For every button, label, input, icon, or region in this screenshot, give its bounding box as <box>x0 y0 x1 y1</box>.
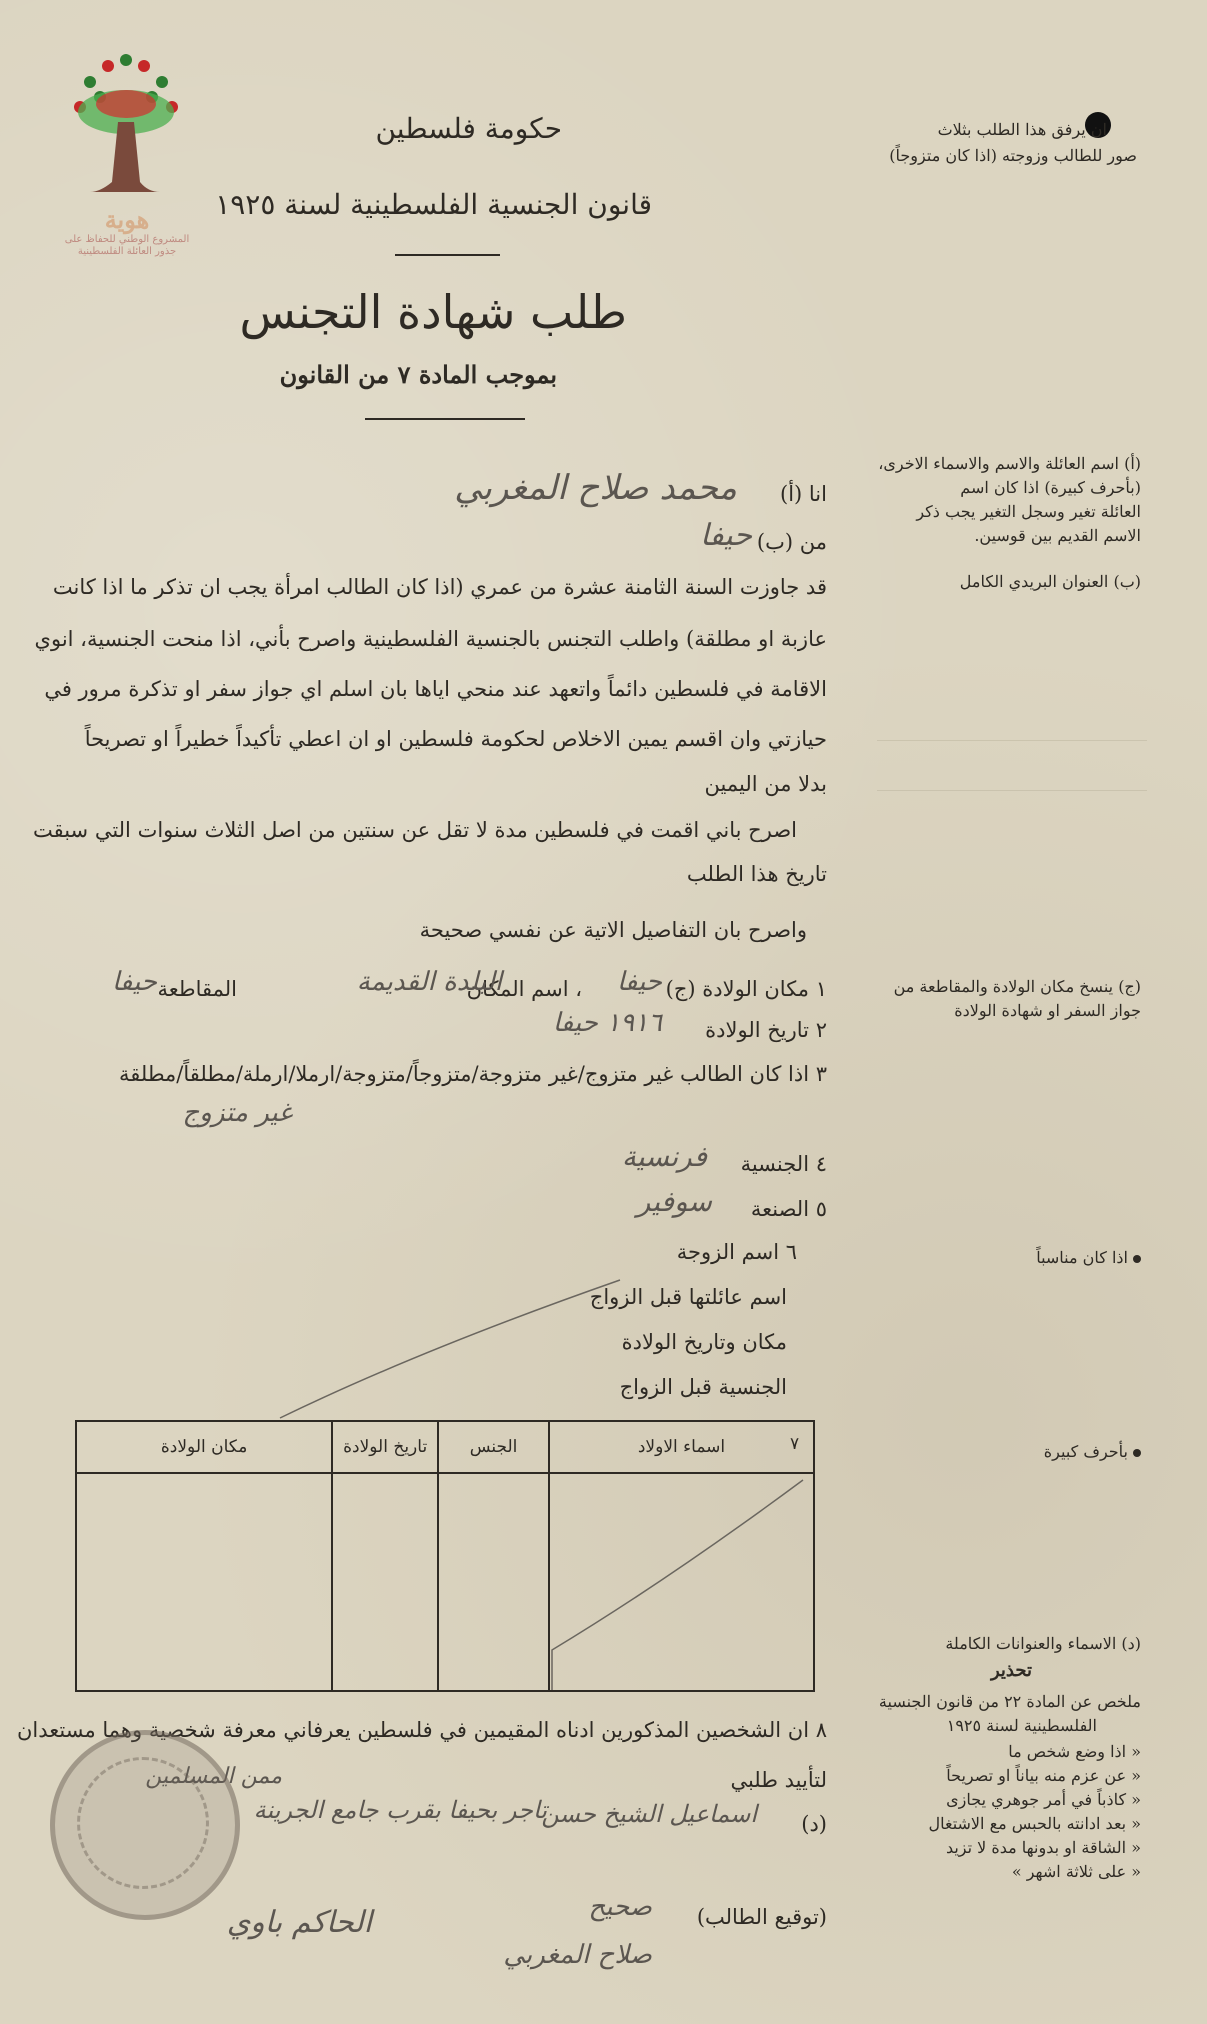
heading-divider-1 <box>395 254 500 256</box>
bullet-icon <box>1133 1449 1141 1457</box>
signature-1: صحيح <box>588 1892 652 1922</box>
residence-1: اصرح باني اقمت في فلسطين مدة لا تقل عن سنتين من اصل الثلاث سنوات التي سبقت <box>32 818 797 842</box>
photo-note-2: صور للطالب وزوجته (اذا كان متزوجاً) <box>889 146 1137 165</box>
side-rule-1 <box>877 740 1147 741</box>
table-cancel-stroke <box>548 1470 808 1692</box>
logo-caption <box>62 205 192 258</box>
warning-line-7: « الشاقة او بدونها مدة لا تزيد <box>945 1838 1141 1857</box>
item1-label: ١ مكان الولادة (ج) <box>665 977 827 1001</box>
item6-cancel-stroke <box>270 1270 630 1420</box>
side-rule-2 <box>877 790 1147 791</box>
item8-line-1: ٨ ان الشخصين المذكورين ادناه المقيمين في فلسطين يعرفاني معرفة شخصية وهما مستعدان <box>16 1718 827 1742</box>
declaration-4: حيازتي وان اقسم يمين الاخلاص لحكومة فلسطين او ان اعطي تأكيداً خطيراً او تصريحاً <box>84 727 827 751</box>
item8-d: (د) <box>801 1812 827 1836</box>
note-a-1: (أ) اسم العائلة والاسم والاسماء الاخرى، <box>878 454 1141 473</box>
note-capitals-text: بأحرف كبيرة <box>1043 1442 1128 1461</box>
declaration-1: قد جاوزت السنة الثامنة عشرة من عمري (اذا كان الطالب امرأة يجب ان تذكر ما اذا كانت <box>52 575 827 599</box>
warning-title: تحذير <box>990 1660 1032 1681</box>
cell-sex <box>438 1473 549 1691</box>
warning-line-2: الفلسطينية لسنة ١٩٢٥ <box>946 1716 1097 1735</box>
col-sex: الجنس <box>438 1421 549 1473</box>
item1-region-label: المقاطعة <box>157 977 237 1001</box>
item1-place: حيفا <box>617 967 662 997</box>
warning-line-3: « اذا وضع شخص ما <box>1008 1742 1141 1761</box>
line-b-value: حيفا <box>700 518 752 553</box>
photo-note-1: ان يرفق هذا الطلب بثلاث <box>937 120 1107 139</box>
item3-value: غير متزوج <box>182 1098 292 1128</box>
item4-label: ٤ الجنسية <box>740 1152 827 1176</box>
item1-region-value: حيفا <box>112 967 157 997</box>
form-title: طلب شهادة التجنس <box>239 285 627 339</box>
signature-3: الحاكم باوي <box>226 1905 372 1940</box>
note-b: (ب) العنوان البريدي الكامل <box>959 572 1141 591</box>
residence-2: تاريخ هذا الطلب <box>686 862 827 886</box>
item6-line-3: الجنسية قبل الزواج <box>619 1375 787 1399</box>
official-seal <box>50 1730 240 1920</box>
note-c-2: جواز السفر او شهادة الولادة <box>954 1001 1141 1020</box>
note-a-4: الاسم القديم بين قوسين. <box>974 526 1141 545</box>
note-capitals <box>1044 1440 1141 1464</box>
item2-label: ٢ تاريخ الولادة <box>705 1018 827 1042</box>
line-a-value: محمد صلاح المغربي <box>454 468 737 508</box>
item1-district-label: ، اسم المكان <box>466 977 582 1001</box>
line-b-label: من (ب) <box>756 530 827 554</box>
warning-line-4: « عن عزم منه بياناً او تصريحاً <box>946 1766 1141 1785</box>
warning-line-8: « على ثلاثة اشهر » <box>1011 1862 1141 1881</box>
signature-label: (توقيع الطالب) <box>696 1905 827 1929</box>
note-if-applicable <box>1036 1246 1141 1270</box>
item1-district-value: البلدة القديمة <box>356 967 502 997</box>
logo-description-2: جذور العائلة الفلسطينية <box>77 246 177 257</box>
item2-value: ١٩١٦ حيفا <box>552 1008 662 1038</box>
note-a-2: (بأحرف كبيرة) اذا كان اسم <box>960 478 1141 497</box>
declaration-3: الاقامة في فلسطين دائماً واتعهد عند منحي اياها بان اسلم اي جواز سفر او تذكرة مرور في <box>44 677 827 701</box>
note-if-applicable-text: اذا كان مناسباً <box>1036 1248 1128 1267</box>
logo-name: هوية <box>104 205 150 234</box>
note-a-3: العائلة تغير وسجل التغير يجب ذكر <box>916 502 1141 521</box>
note-c-1: (ج) ينسخ مكان الولادة والمقاطعة من <box>893 977 1141 996</box>
item3-label: ٣ اذا كان الطالب غير متزوج/غير متزوجة/متزوجاً/متزوجة/ارملا/ارملة/مطلقاً/مطلقة <box>118 1062 827 1086</box>
correct-details: واصرح بان التفاصيل الاتية عن نفسي صحيحة <box>419 918 807 942</box>
item5-value: سوفير <box>636 1185 712 1218</box>
item6-line-2: مكان وتاريخ الولادة <box>621 1330 787 1354</box>
col-birth-date: تاريخ الولادة <box>332 1421 438 1473</box>
item8-line-2: لتأييد طلبي <box>730 1768 827 1792</box>
line-a-label: انا (أ) <box>780 482 827 506</box>
referee-3: ممن المسلمين <box>145 1764 282 1789</box>
note-d: (د) الاسماء والعنوانات الكاملة <box>945 1634 1141 1653</box>
referee-1: اسماعيل الشيخ حسن <box>541 1800 757 1828</box>
col-children-names: اسماء الاولاد <box>549 1421 814 1473</box>
warning-line-1: ملخص عن المادة ٢٢ من قانون الجنسية <box>878 1692 1141 1711</box>
logo-description-1: المشروع الوطني للحفاظ على <box>64 234 190 245</box>
item7-number: ٧ <box>790 1434 800 1454</box>
referee-2: تاجر بحيفا بقرب جامع الجرينة <box>253 1796 547 1824</box>
item6-label: ٦ اسم الزوجة <box>676 1240 797 1264</box>
item6-line-1: اسم عائلتها قبل الزواج <box>589 1285 787 1309</box>
item4-value: فرنسية <box>621 1140 707 1173</box>
declaration-5: بدلا من اليمين <box>704 772 827 796</box>
warning-line-6: « بعد ادانته بالحبس مع الاشتغال <box>928 1814 1141 1833</box>
law-heading: قانون الجنسية الفلسطينية لسنة ١٩٢٥ <box>215 188 652 221</box>
cell-birth-date <box>332 1473 438 1691</box>
government-heading: حكومة فلسطين <box>375 112 562 145</box>
official-seal-inner <box>77 1757 209 1889</box>
warning-line-5: « كاذباً في أمر جوهري يجازى <box>946 1790 1141 1809</box>
heading-divider-2 <box>365 418 525 420</box>
signature-2: صلاح المغربي <box>503 1940 652 1970</box>
col-birth-place: مكان الولادة <box>76 1421 332 1473</box>
bullet-icon <box>1133 1255 1141 1263</box>
item5-label: ٥ الصنعة <box>750 1197 827 1221</box>
form-subtitle: بموجب المادة ٧ من القانون <box>279 360 557 389</box>
cell-birth-place <box>76 1473 332 1691</box>
declaration-2: عازبة او مطلقة) واطلب التجنس بالجنسية الفلسطينية واصرح بأني، اذا منحت الجنسية، انوي <box>34 627 827 651</box>
